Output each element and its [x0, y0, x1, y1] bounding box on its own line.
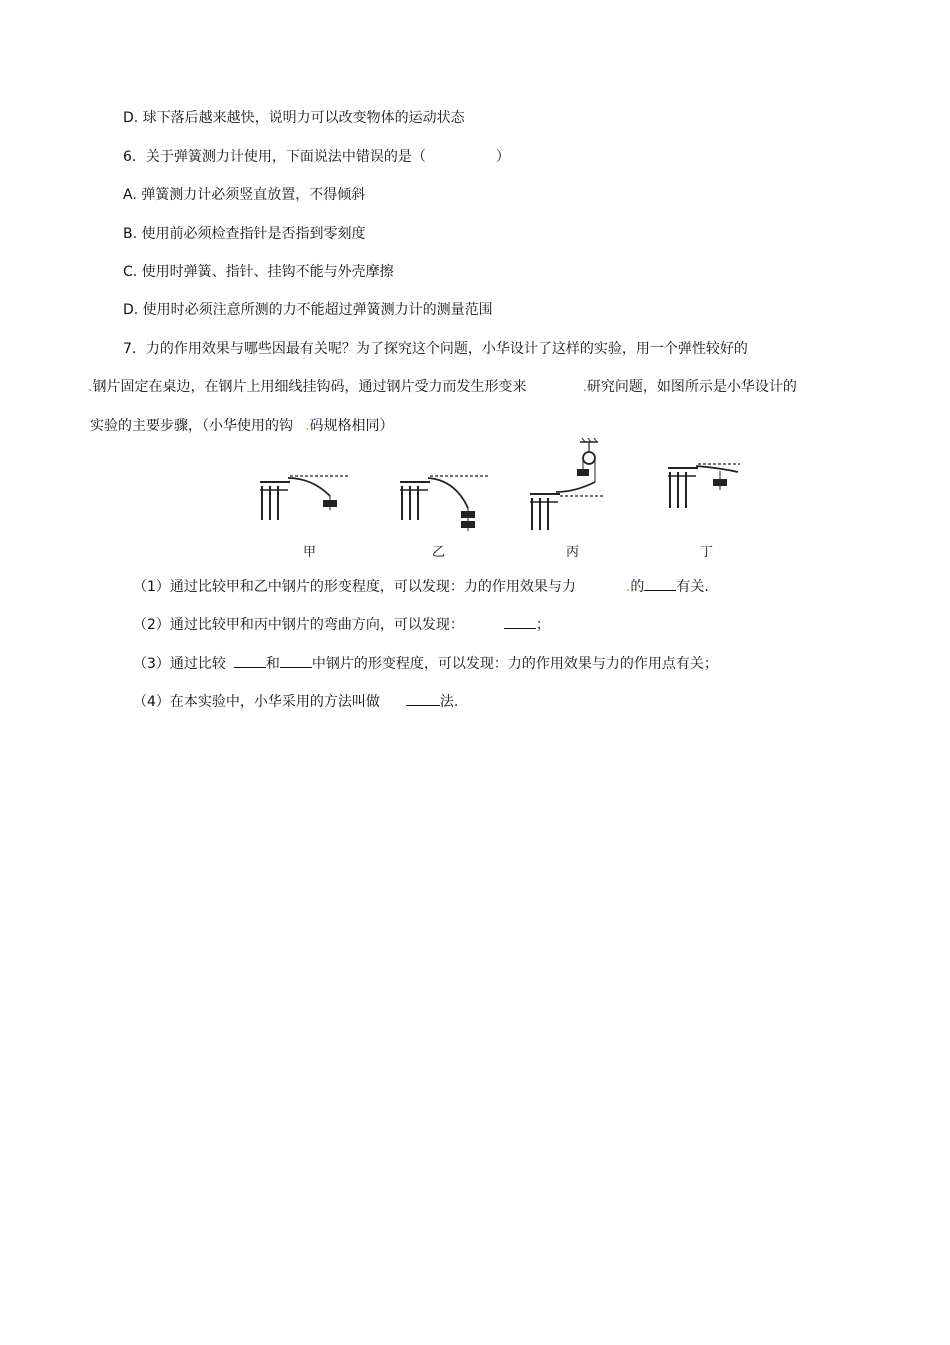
figure-label-ding: 丁: [700, 545, 714, 560]
q7-sub-1: （1）通过比较甲和乙中钢片的形变程度，可以发现：力的作用效果与力 .的 有关.: [133, 576, 709, 597]
q7-sub-2a: （2）通过比较甲和丙中钢片的弯曲方向，可以发现：: [133, 617, 464, 633]
figure-bing: [530, 438, 605, 530]
figure-label-yi: 乙: [432, 545, 446, 560]
figure-jia: [260, 476, 350, 520]
q7-sub-4b: 法.: [439, 694, 459, 710]
answer-blank[interactable]: [280, 653, 312, 668]
q6-option-a: A. 弹簧测力计必须竖直放置，不得倾斜: [123, 187, 366, 203]
q7-sub-3b: 和: [265, 656, 280, 672]
answer-blank[interactable]: [504, 614, 536, 629]
q7-line-3: 实验的主要步骤，（小华使用的钩 .码规格相同）: [90, 418, 394, 434]
q7-sub-1c: 有关.: [676, 579, 709, 595]
q7-sub-1a: （1）通过比较甲和乙中钢片的形变程度，可以发现：力的作用效果与力: [133, 579, 576, 595]
figure-label-bing: 丙: [566, 545, 580, 560]
q7-sub-3c: 中钢片的形变程度，可以发现：力的作用效果与力的作用点有关；: [311, 656, 718, 672]
q7-sub-2: [133, 614, 550, 635]
q6-stem: [123, 147, 510, 167]
q7-line-2b: 研究问题，如图所示是小华设计的: [586, 379, 797, 395]
q5-option-d: D. 球下落后越来越快，说明力可以改变物体的运动状态: [123, 110, 465, 126]
q7-line-3b: 码规格相同）: [309, 418, 394, 434]
figure-yi: [400, 476, 490, 531]
q7-line-3a: 实验的主要步骤，（小华使用的钩: [90, 418, 293, 434]
figure-ding: [668, 464, 740, 508]
q7-sub-3: [133, 653, 718, 674]
q7-line-2a: 钢片固定在桌边，在钢片上用细线挂钩码，通过钢片受力而发生形变来: [92, 379, 527, 395]
q7-line-1: 7．力的作用效果与哪些因最有关呢？为了探究这个问题，小华设计了这样的实验，用一个弹性较好的: [123, 341, 748, 357]
q7-sub-2b: ；: [535, 617, 550, 633]
q6-option-b: B. 使用前必须检查指针是否指到零刻度: [123, 226, 366, 242]
q6-option-c: C. 使用时弹簧、指针、挂钩不能与外壳摩擦: [123, 264, 394, 280]
q7-sub-3a: （3）通过比较: [133, 656, 226, 672]
answer-blank[interactable]: [644, 576, 676, 591]
q7-sub-4: [133, 691, 458, 712]
q6-option-d: D. 使用时必须注意所测的力不能超过弹簧测力计的测量范围: [123, 302, 493, 318]
q6-stem-text: 6．关于弹簧测力计使用，下面说法中错误的是（: [123, 149, 426, 165]
answer-blank[interactable]: [406, 691, 440, 706]
figure-label-jia: 甲: [303, 545, 317, 560]
experiment-figure: [250, 438, 750, 568]
q7-line-2: .钢片固定在桌边，在钢片上用细线挂钩码，通过钢片受力而发生形变来 .研究问题，如图所示是小华设计的: [88, 379, 797, 395]
q7-sub-1b: 的: [630, 579, 645, 595]
answer-blank[interactable]: [234, 653, 266, 668]
q6-stem-close: ）: [495, 149, 510, 165]
q7-sub-4a: （4）在本实验中，小华采用的方法叫做: [133, 694, 380, 710]
